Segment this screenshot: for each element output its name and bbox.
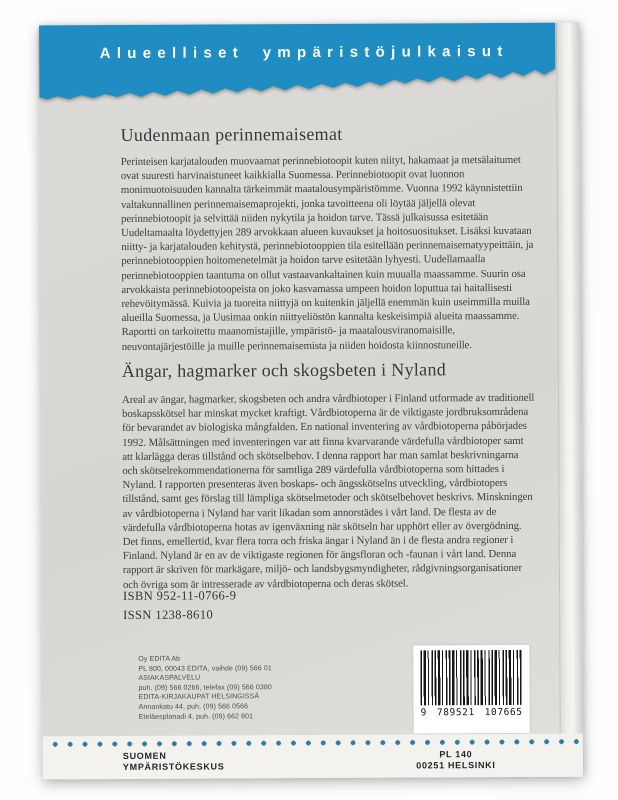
publisher-line: puh. (09) 566 0266, telefax (09) 566 0380 xyxy=(138,683,272,692)
isbn-text: ISBN 952-11-0766-9 xyxy=(122,588,237,603)
org-address xyxy=(386,749,526,771)
publisher-line: EDITA-KIRJAKAUPAT HELSINGISSÄ xyxy=(138,693,260,702)
org-address-line: 00251 HELSINKI xyxy=(416,759,496,770)
org-name xyxy=(123,750,225,772)
identifier-block xyxy=(123,586,237,624)
barcode xyxy=(413,645,529,734)
finnish-abstract: Perinteisen karjatalouden muovaamat perinnebiotoopit kuten niityt, hakamaat ja metsälaitumet ovat suuresti harvinaistuneet kaikkialla Suomessa. Perinnebiotoopit ovat luonnon monimuotoisuuden kannalta tärkeimmät maatalousympäristömme. Vuonna 1992 käynnistettiin valtakunnallinen perinnemaisemaprojekti, jonka tavoitteena oli löytää jäljellä olevat perinnebiotoopit ja selvittää niiden nykytila ja hoidon tarve. Tässä julkaisussa esitetään Uudeltamaalta löydettyjen 289 arvokkaan alueen kuvaukset ja hoitosuositukset. Lisäksi kuvataan niitty- ja karjatalouden kehitystä, perinnebiotooppien tila esitellään perinnemaisematyypeittäin, ja perinnebiotooppien hoitomenetelmät ja hoidon tarve esitetään lyhyesti. Uudellamaalla perinnebiotooppien taantuma on ollut vastaavankaltainen kuin muualla maassamme. Suurin osa arvokkaista perinnebiotoopeista on joko kasvamassa umpeen hoidon loputtua tai haitallisesti rehevöitymässä. Kuivia ja tuoreita niittyjä on kuitenkin jäljellä enemmän kuin useimmilla muilla alueilla Suomessa, ja Uusimaa onkin niittyeliöstön kannalta keskeisimpiä alueita maassamme. Raportti on tarkoitettu maanomistajille, ympäristö- ja maatalousviranomaisille, neuvontajärjestöille ja muille perinnemaisemista ja niiden hoidosta kiinnostuneille. xyxy=(120,153,534,353)
org-name-line: YMPÄRISTÖKESKUS xyxy=(122,760,225,772)
org-name-line: SUOMEN xyxy=(122,750,167,761)
finnish-title: Uudenmaan perinnemaisemat xyxy=(120,123,343,145)
barcode-group-right: 107665 xyxy=(484,706,523,719)
dots-divider xyxy=(48,737,579,750)
publisher-line: Annankatu 44, puh. (09) 566 0566 xyxy=(138,703,249,711)
book-back-cover xyxy=(39,23,583,780)
issn-text: ISSN 1238-8610 xyxy=(123,607,214,622)
page-edge xyxy=(556,23,583,777)
series-band xyxy=(39,23,555,110)
footer-band xyxy=(43,734,583,780)
publisher-line: PL 800, 00043 EDITA, vaihde (09) 566 01 xyxy=(138,664,272,673)
swedish-title: Ängar, hagmarker och skogsbeten i Nyland xyxy=(121,359,447,381)
barcode-digits xyxy=(421,707,523,719)
barcode-bars xyxy=(420,650,522,706)
publisher-info xyxy=(138,654,272,722)
barcode-digit-system: 9 xyxy=(420,707,427,719)
series-title: Alueelliset ympäristöjulkaisut xyxy=(99,42,509,63)
barcode-group-left: 789521 xyxy=(436,707,475,719)
publisher-line: Eteläesplanadi 4, puh. (09) 662 801 xyxy=(138,712,254,721)
torn-edge-shape xyxy=(39,23,555,110)
publisher-line: ASIAKASPALVELU xyxy=(138,674,201,683)
publisher-line: Oy EDITA Ab xyxy=(138,655,181,663)
org-address-line: PL 140 xyxy=(439,749,473,760)
swedish-abstract: Areal av ängar, hagmarker, skogsbeten och andra vårdbiotoper i Finland utformade av traditionell boskapsskötsel har minskat mycket kraftigt. Vårdbiotoperna är de viktigaste jordbruksområdena för bevarandet av biologiska mångfalden. En national inventering av vårdbiotoperna påbörjades 1992. Målsättningen med inventeringen var att finna kvarvarande värdefulla vårdbiotoper samt att klarlägga deras tillstånd och skötselbehov. I denna rapport har man samlat beskrivningarna och skötselrekommendationerna för samtliga 289 värdefulla vårdbiotoperna som hittades i Nyland. I rapporten presenteras även boskaps- och ängsskötselns utveckling, vårdbiotopers tillstånd, samt ges förslag till lämpliga skötselmetoder och skötselbehovet beskrivs. Minskningen av vårdbiotoperna i Nyland har varit likadan som annorstädes i vårt land. De flesta av de värdefulla vårdbiotoperna hotas av igenväxning när skötseln har upphört eller av övergödning. Det finns, emellertid, kvar flera torra och friska ängar i Nyland än i de flesta andra regioner i Finland. Nyland är en av de viktigaste regionen för ängsfloran och -faunan i vårt land. Denna rapport är skriven för markägare, miljö- och landsbygsmyndigheter, rådgivningsorganisationer och övriga som är intresserade av vårdbiotoperna och deras skötsel. xyxy=(121,391,535,591)
